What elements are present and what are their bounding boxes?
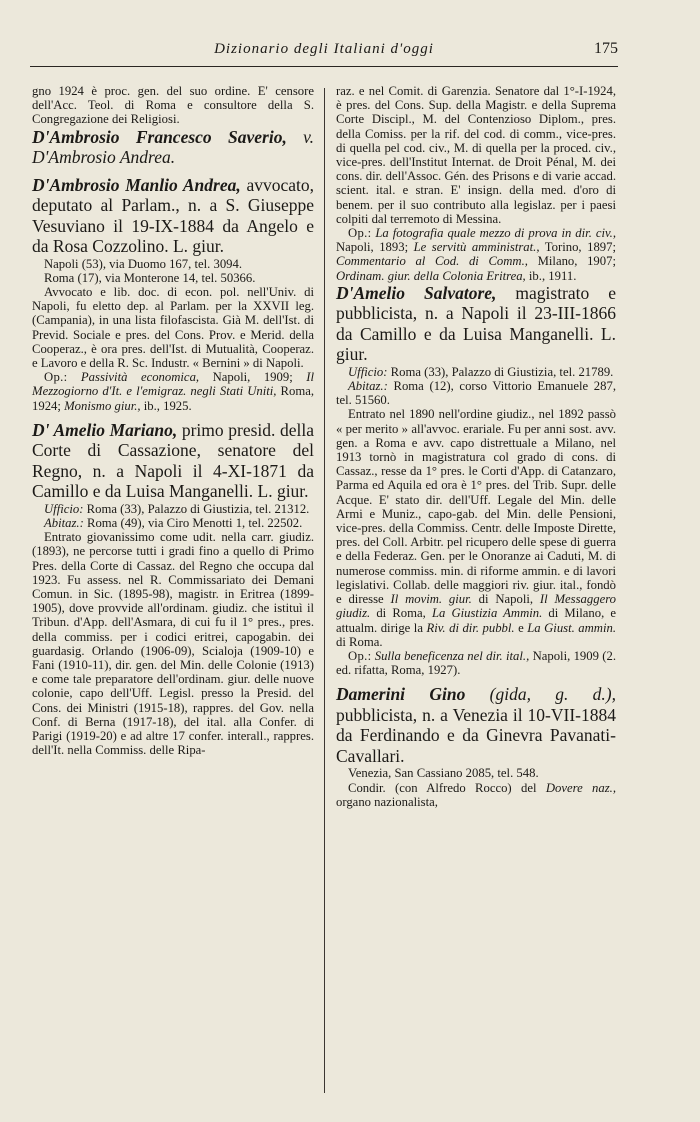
work-ref: Milano, 1907; [537, 254, 616, 269]
work-ref: Napoli, 1893; [336, 240, 409, 255]
bio-text: di Roma, [376, 606, 426, 621]
journal-title: La Giust. ammin. [527, 620, 617, 635]
entry-name: D'Ambrosio Francesco Saverio, [32, 126, 287, 147]
work-ref: ib., 1911. [528, 268, 577, 283]
journal-title: Il Messaggero giudiz. [336, 592, 617, 621]
works-list [336, 226, 616, 283]
address-roma: Roma (17), via Monterone 14, tel. 50366. [44, 270, 256, 285]
running-title: Dizionario degli Italiani d'oggi [214, 41, 434, 57]
work-title: Sulla beneficenza nel dir. ital., [374, 648, 530, 663]
work-title: Il Mezzogiorno d'It. e l'emigraz. negli Stati Uniti, [32, 370, 315, 399]
entry-description: magistrato e pubblicista, n. a Napoli il 23-III-1866 da Camillo e da Luisa Manganelli. L. giur. [336, 282, 616, 365]
entry-damelio-mariano [32, 420, 314, 758]
entry-heading [32, 127, 314, 168]
biography: Avvocato e lib. doc. di econ. pol. nell'Univ. di Napoli, fu eletto dep. al Parlam. per la XXVII leg. (Campania), in una lista filofascista. Già M. dell'Ist. di Previd. Sociale e pres. del Cons. Prov. e Merid. della Cooperaz., è ora pres. dell'Ist. di Mutualità, Cooperaz. e Lavoro e della R. Sc. Industr. « Bernini » di Napoli. [32, 285, 314, 371]
work-ref: Roma, 1924; [32, 384, 315, 413]
biography: Entrato giovanissimo come udit. nella carr. giudiz. (1893), ne percorse tutti i gradi fino a quello di Primo Pres. della Corte di Cassaz. del Regno che occupa dal 1923. Fu assess. nel R. Commissariato dei Demani Comun. in Sic. (1895-98), magistr. in Eritrea (1899-1905), dove provvide all'ordinam. giudiz. che istituì il Tribun. d'App. dell'Asmara, di cui fu il 1° pres., pres. della commiss. per i codici eritrei, capogabin. dei guardasig. Orlando (1906-09), Scialoja (1909-10) e Fani (1910-11), dir. gen. del Min. delle Colonie (1913) e come tale preparatore dell'ordinam. giur. delle nuove colonie, capo dell'Uff. Legisl. presso la Presid. del Cons. dei Ministri (1915-18), rappres. del Gov. nella Conf. di Berna (1917-18), del ital. alla Confer. di Parigi (1919-20) e ad altre 17 confer. interall., rappres. dell'It. nella Commiss. delle Ripa- [32, 530, 314, 758]
right-column [336, 84, 616, 816]
work-ref: ib., 1925. [143, 398, 192, 413]
entry-dambrosio-francesco [32, 127, 314, 168]
entry-description: primo presid. della Corte di Cassazione, senatore del Regno, n. a Napoli il 4-XI-1871 da Camillo e da Luisa Manganelli. L. giur. [32, 419, 315, 502]
office-label: Ufficio: [44, 501, 84, 516]
entry-description: pubblicista, n. a Venezia il 10-VII-1884 da Ferdinando e da Ginevra Pavanati-Cavallari. [336, 704, 616, 766]
home-value: Roma (12), corso Vittorio Emanuele 287, tel. 51560. [336, 379, 617, 408]
page-number: 175 [594, 40, 618, 57]
entry-heading [32, 420, 314, 502]
entry-description: avvocato, deputato al Parlam., n. a S. Giuseppe Vesuviano il 19-IX-1884 da Angelo e da Rosa Cozzolino. L. giur. [32, 174, 314, 257]
works-label: Op.: [348, 648, 372, 663]
entry-heading [336, 684, 616, 766]
journal-title: La Giustizia Ammin. [431, 606, 543, 621]
home-address [336, 379, 616, 407]
column-divider [324, 88, 325, 1093]
works-label: Op.: [348, 226, 372, 241]
bio-text: di Milano, e attualm. dirige la [336, 606, 616, 635]
home-address [32, 516, 314, 530]
office-address [32, 502, 314, 516]
continued-entry-text: gno 1924 è proc. gen. del suo ordine. E' censore dell'Acc. Teol. di Roma e consultore della S. Congregazione dei Religiosi. [32, 84, 314, 127]
work-title: Commentario al Cod. di Comm., [336, 254, 528, 269]
home-value: Roma (49), via Ciro Menotti 1, tel. 22502. [87, 516, 303, 531]
pseudonym: (gida, g. d.), [489, 684, 616, 705]
entry-name: D'Ambrosio Manlio Andrea, [32, 174, 241, 195]
work-ref: Napoli, 1909; [212, 370, 293, 385]
entry-name: Damerini Gino [336, 684, 466, 705]
work-title: Passività economica, [80, 370, 200, 385]
entry-heading [32, 175, 314, 257]
biography [336, 407, 616, 648]
journal-title: Il movim. giur. [390, 592, 472, 607]
bio-text: Condir. (con Alfredo Rocco) del [348, 780, 537, 795]
bio-text: Entrato nel 1890 nell'ordine giudiz., nel 1892 passò « per merito » all'avvoc. erariale. Fu per anni sost. avv. gen. a Roma e avv. capo distrettuale a Milano, nel 1913 tornò in magistratura col grado di cons. di Cassaz., resse da 1° pres. le Corti d'App. di Catanzaro, Parma ed Aquila ed ora è 1° pres. del Trib. Supr. delle Acque. E' stato dir. dell'Uff. Legale del Min. delle Armi e Muniz., capo-gab. del Min. delle Pensioni, vice-pres. della Commiss. Centr. delle Imposte Dirette, pres. del Coll. Arbitr. pel ricupero delle spese di guerra e della Federaz. Gen. per le Onoranze ai Caduti, M. di numerose commiss. min. di riforme ammin. e di lavori legislativi. Collab. delle maggiori riv. giur. ital., fondò e diresse [336, 407, 616, 607]
home-label: Abitaz.: [348, 379, 388, 394]
entry-name: D'Amelio Salvatore, [336, 282, 497, 303]
work-title: La fotografia quale mezzo di prova in dir. civ., [375, 226, 617, 241]
bio-text: di Napoli, [478, 592, 534, 607]
bio-text: organo nazionalista, [336, 794, 438, 809]
left-column [32, 84, 314, 765]
biography [336, 781, 616, 809]
page-header [30, 38, 618, 67]
journal-title: Dovere naz., [545, 780, 617, 795]
bio-text: di Roma. [336, 634, 383, 649]
address-napoli: Napoli (53), via Duomo 167, tel. 3094. [44, 256, 243, 271]
cross-reference: v. D'Ambrosio Andrea. [32, 126, 314, 168]
entry-damerini-gino [336, 684, 616, 809]
entry-heading [336, 283, 616, 365]
continued-entry-text: raz. e nel Comit. di Garenzia. Senatore dal 1°-I-1924, è pres. del Cons. Sup. della Magistr. e della Suprema Corte Discipl., M. del Contenzioso Diplom., pres. della Comiss. per la rif. del cod. di comm., vice-pres. di quella pel cod. civ., M. di quella per la proced. civ., vice-pres. dell'Institut Internat. de Droit Pénal, M. dei cons. dir. dell'Assoc. Gén. des Prisons e di varie accad. scient. ital. e stran. E' insign. della med. d'oro di benem. per il suo contributo alla legislaz. per i paesi colpiti dal terremoto di Messina. [336, 84, 616, 226]
office-address [336, 365, 616, 379]
entry-name: D' Amelio Mariano, [32, 419, 178, 440]
work-ref: Torino, 1897; [544, 240, 616, 255]
office-value: Roma (33), Palazzo di Giustizia, tel. 21312. [86, 501, 310, 516]
entry-damelio-salvatore [336, 283, 616, 677]
home-label: Abitaz.: [44, 516, 84, 531]
office-value: Roma (33), Palazzo di Giustizia, tel. 21789. [390, 364, 614, 379]
work-title: Le servitù amministrat., [413, 240, 540, 255]
works-label: Op.: [44, 370, 68, 385]
works-list [32, 370, 314, 413]
work-title: Ordinam. giur. della Colonia Eritrea, [336, 268, 526, 283]
entry-dambrosio-manlio [32, 175, 314, 413]
bio-text: e [518, 620, 524, 635]
journal-title: Riv. di dir. pubbl. [426, 620, 515, 635]
office-label: Ufficio: [348, 364, 388, 379]
address-venezia: Venezia, San Cassiano 2085, tel. 548. [348, 766, 539, 781]
work-title: Monismo giur., [64, 398, 141, 413]
works-list [336, 649, 616, 677]
work-ref: Napoli, 1909 (2. ed. rifatta, Roma, 1927). [336, 648, 616, 678]
